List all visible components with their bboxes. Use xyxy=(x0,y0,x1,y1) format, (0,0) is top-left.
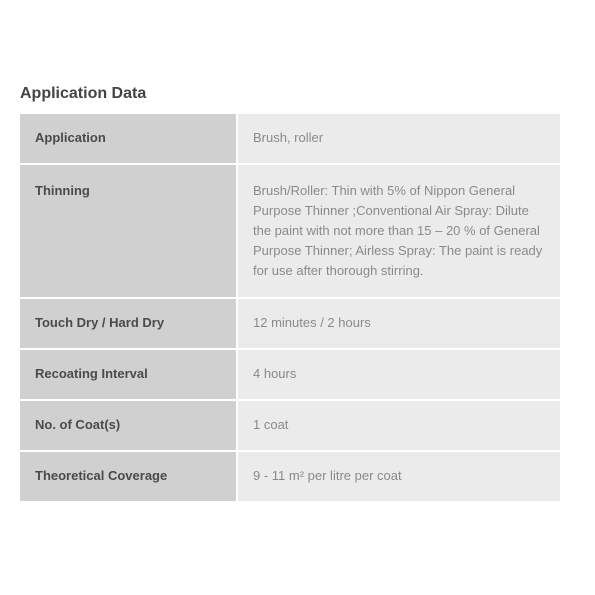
row-label-touch-dry: Touch Dry / Hard Dry xyxy=(20,298,237,349)
table-row xyxy=(20,451,560,502)
row-value-coats: 1 coat xyxy=(237,400,560,451)
table-row xyxy=(20,114,560,164)
row-value-thinning: Brush/Roller: Thin with 5% of Nippon General Purpose Thinner ;Conventional Air Spray: Dilute the paint with not more than 15 – 20 % of General Purpose Thinner; Airless Spray: The paint is ready for use after thorough stirring. xyxy=(237,164,560,298)
row-label-thinning: Thinning xyxy=(20,164,237,298)
row-value-application: Brush, roller xyxy=(237,114,560,164)
table-row xyxy=(20,298,560,349)
row-label-application: Application xyxy=(20,114,237,164)
row-value-theoretical-coverage: 9 - 11 m² per litre per coat xyxy=(237,451,560,502)
row-label-coats: No. of Coat(s) xyxy=(20,400,237,451)
row-value-recoating-interval: 4 hours xyxy=(237,349,560,400)
section-title: Application Data xyxy=(20,85,147,102)
application-data-table xyxy=(20,114,560,503)
row-label-theoretical-coverage: Theoretical Coverage xyxy=(20,451,237,502)
table-row xyxy=(20,349,560,400)
row-label-recoating-interval: Recoating Interval xyxy=(20,349,237,400)
row-value-touch-dry: 12 minutes / 2 hours xyxy=(237,298,560,349)
table-row xyxy=(20,400,560,451)
table-row xyxy=(20,164,560,298)
